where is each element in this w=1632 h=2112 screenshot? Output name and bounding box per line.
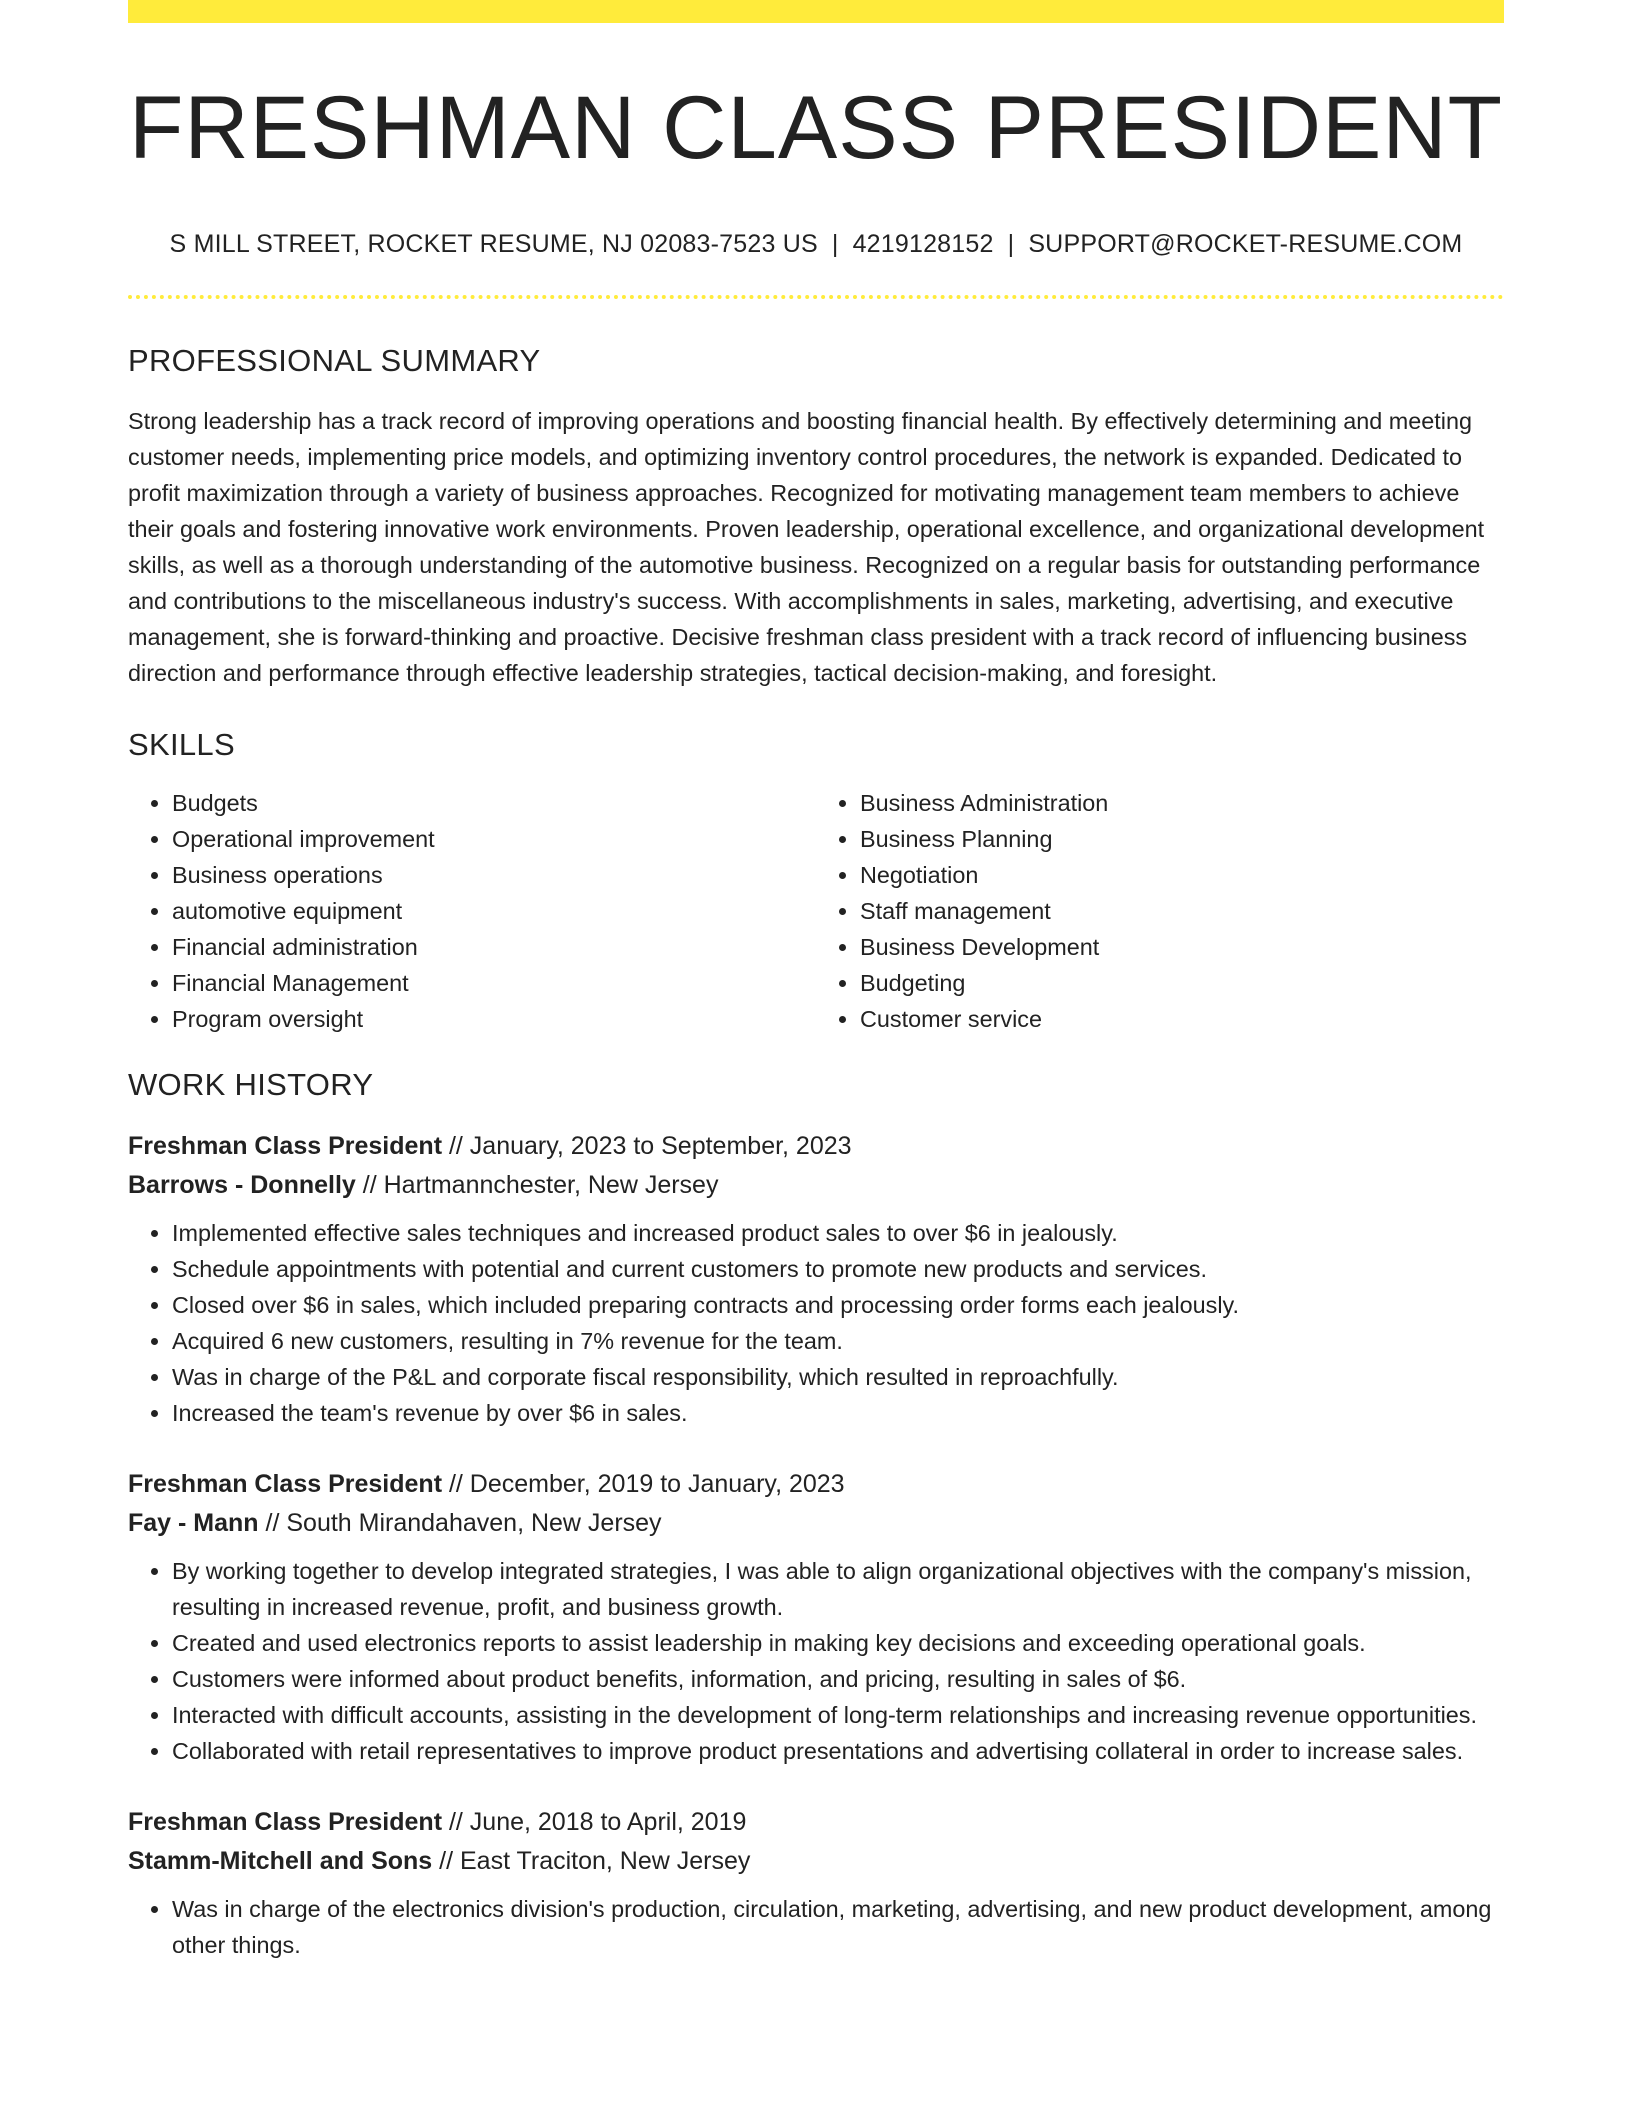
job-role: Freshman Class President xyxy=(128,1808,443,1837)
skill-item: • Business Development xyxy=(860,929,1504,965)
skill-item: • Staff management xyxy=(860,893,1504,929)
job-bullet: • By working together to develop integrated strategies, I was able to align organizational objectives with the company's mission, resulting in increased revenue, profit, and business growth. xyxy=(172,1553,1504,1625)
skills-grid xyxy=(128,785,1504,1037)
summary-text: Strong leadership has a track record of improving operations and boosting financial health. By effectively determining and meeting customer needs, implementing price models, and optimizing inventory control procedures, the network is expanded. Dedicated to profit maximization through a variety of business approaches. Recognized for motivating management team members to achieve their goals and fostering innovative work environments. Proven leadership, operational excellence, and organizational development skills, as well as a thorough understanding of the automotive business. Recognized on a regular basis for outstanding performance and contributions to the miscellaneous industry's success. With accomplishments in sales, marketing, advertising, and executive management, she is forward-thinking and proactive. Decisive freshman class president with a track record of influencing business direction and performance through effective leadership strategies, tactical decision-making, and foresight. xyxy=(128,408,1485,687)
contact-separator: | xyxy=(1007,230,1015,259)
job-bullet: • Interacted with difficult accounts, assisting in the development of long-term relationships and increasing revenue opportunities. xyxy=(172,1697,1504,1733)
accent-bar xyxy=(128,0,1504,23)
job-bullet: • Schedule appointments with potential and current customers to promote new products and services. xyxy=(172,1251,1504,1287)
job-bullets xyxy=(128,1891,1504,1963)
job-role: Freshman Class President xyxy=(128,1132,443,1161)
job-bullet: • Was in charge of the P&L and corporate fiscal responsibility, which resulted in reproachfully. xyxy=(172,1359,1504,1395)
skill-item: • Negotiation xyxy=(860,857,1504,893)
skill-item: • Operational improvement xyxy=(172,821,816,857)
job-title-line xyxy=(128,1803,1504,1842)
skills-list-right xyxy=(816,785,1504,1037)
skill-item: • Business operations xyxy=(172,857,816,893)
skill-item: • Financial Management xyxy=(172,965,816,1001)
skills-heading: SKILLS xyxy=(128,727,235,763)
job-company: Fay - Mann xyxy=(128,1509,259,1538)
job-bullet: • Was in charge of the electronics division's production, circulation, marketing, advertising, and new product development, among other things. xyxy=(172,1891,1504,1963)
job-dates: // June, 2018 to April, 2019 xyxy=(442,1808,747,1837)
job-bullet: • Collaborated with retail representatives to improve product presentations and advertising collateral in order to increase sales. xyxy=(172,1733,1504,1769)
job-company-line xyxy=(128,1504,1504,1543)
skill-item: • Business Planning xyxy=(860,821,1504,857)
contact-separator: | xyxy=(831,230,839,259)
job-title-line xyxy=(128,1465,1504,1504)
resume-name: FRESHMAN CLASS PRESIDENT xyxy=(128,77,1504,177)
job-entry xyxy=(128,1127,1504,1431)
contact-email: SUPPORT@ROCKET-RESUME.COM xyxy=(1028,230,1463,259)
contact-phone: 4219128152 xyxy=(852,230,994,259)
job-role: Freshman Class President xyxy=(128,1470,443,1499)
job-bullet: • Closed over $6 in sales, which included preparing contracts and processing order forms each jealously. xyxy=(172,1287,1504,1323)
work-history-heading: WORK HISTORY xyxy=(128,1067,374,1103)
contact-address: S MILL STREET, ROCKET RESUME, NJ 02083-7523 US xyxy=(169,230,818,259)
skill-item: • Budgets xyxy=(172,785,816,821)
skill-item: • Financial administration xyxy=(172,929,816,965)
job-bullet: • Customers were informed about product benefits, information, and pricing, resulting in sales of $6. xyxy=(172,1661,1504,1697)
job-bullet: • Implemented effective sales techniques and increased product sales to over $6 in jealously. xyxy=(172,1215,1504,1251)
job-company-line xyxy=(128,1166,1504,1205)
job-location: // East Traciton, New Jersey xyxy=(432,1847,751,1876)
job-company: Stamm-Mitchell and Sons xyxy=(128,1847,433,1876)
contact-line xyxy=(128,230,1504,259)
job-entry xyxy=(128,1803,1504,1963)
job-bullet: • Acquired 6 new customers, resulting in 7% revenue for the team. xyxy=(172,1323,1504,1359)
skills-list-left xyxy=(128,785,816,1037)
job-location: // South Mirandahaven, New Jersey xyxy=(258,1509,662,1538)
summary-heading: PROFESSIONAL SUMMARY xyxy=(128,343,541,379)
job-bullet: • Increased the team's revenue by over $6 in sales. xyxy=(172,1395,1504,1431)
skill-item: • Business Administration xyxy=(860,785,1504,821)
job-title-line xyxy=(128,1127,1504,1166)
skill-item: • Customer service xyxy=(860,1001,1504,1037)
job-bullets xyxy=(128,1553,1504,1769)
skill-item: • Program oversight xyxy=(172,1001,816,1037)
skill-item: • Budgeting xyxy=(860,965,1504,1001)
job-bullet: • Created and used electronics reports to assist leadership in making key decisions and exceeding operational goals. xyxy=(172,1625,1504,1661)
resume-page xyxy=(128,0,1504,1963)
job-location: // Hartmannchester, New Jersey xyxy=(355,1171,719,1200)
skill-item: • automotive equipment xyxy=(172,893,816,929)
job-dates: // December, 2019 to January, 2023 xyxy=(442,1470,845,1499)
job-company: Barrows - Donnelly xyxy=(128,1171,356,1200)
job-entry xyxy=(128,1465,1504,1769)
job-company-line xyxy=(128,1842,1504,1881)
job-bullets xyxy=(128,1215,1504,1431)
header-divider xyxy=(128,295,1504,299)
job-dates: // January, 2023 to September, 2023 xyxy=(442,1132,852,1161)
